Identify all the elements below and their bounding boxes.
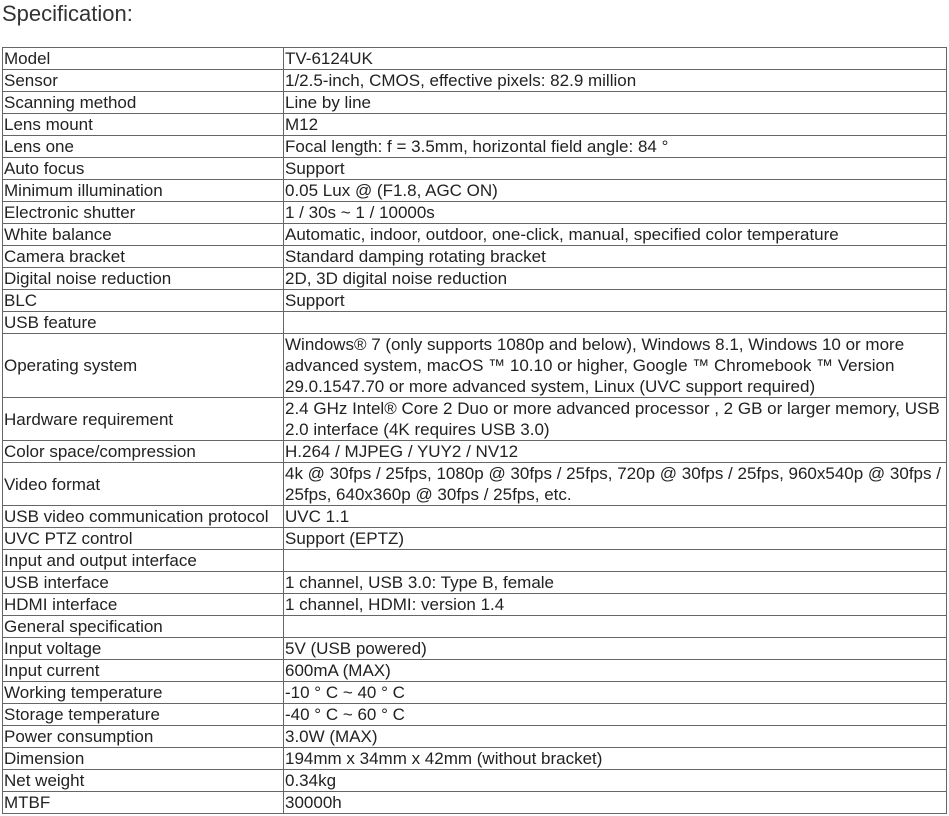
- spec-row: [3, 550, 947, 572]
- spec-value: Support (EPTZ): [284, 528, 947, 550]
- spec-row: [3, 682, 947, 704]
- spec-row: [3, 792, 947, 814]
- spec-row: [3, 334, 947, 398]
- spec-row: [3, 114, 947, 136]
- spec-row: [3, 246, 947, 268]
- spec-label: Electronic shutter: [3, 202, 284, 224]
- spec-value: UVC 1.1: [284, 506, 947, 528]
- spec-value: Line by line: [284, 92, 947, 114]
- spec-label: General specification: [3, 616, 284, 638]
- spec-label: HDMI interface: [3, 594, 284, 616]
- spec-value: 1 channel, USB 3.0: Type B, female: [284, 572, 947, 594]
- spec-label: Color space/compression: [3, 441, 284, 463]
- spec-label: Sensor: [3, 70, 284, 92]
- spec-row: [3, 48, 947, 70]
- spec-value: Windows® 7 (only supports 1080p and below), Windows 8.1, Windows 10 or more advanced system, macOS ™ 10.10 or higher, Google ™ Chromebook ™ Version 29.0.1547.70 or more advanced system, Linux (UVC support required): [284, 334, 947, 398]
- spec-value: [284, 312, 947, 334]
- spec-value: Support: [284, 290, 947, 312]
- spec-label: Power consumption: [3, 726, 284, 748]
- page-title: Specification:: [2, 1, 133, 26]
- spec-value: M12: [284, 114, 947, 136]
- spec-value: 5V (USB powered): [284, 638, 947, 660]
- spec-label: Auto focus: [3, 158, 284, 180]
- spec-label: Dimension: [3, 748, 284, 770]
- spec-label: Scanning method: [3, 92, 284, 114]
- spec-value: 4k @ 30fps / 25fps, 1080p @ 30fps / 25fps, 720p @ 30fps / 25fps, 960x540p @ 30fps / 25fps, 640x360p @ 30fps / 25fps, etc.: [284, 463, 947, 506]
- spec-row: [3, 92, 947, 114]
- spec-label: Input current: [3, 660, 284, 682]
- spec-row: [3, 726, 947, 748]
- spec-row: [3, 398, 947, 441]
- spec-value: H.264 / MJPEG / YUY2 / NV12: [284, 441, 947, 463]
- spec-value: 1 / 30s ~ 1 / 10000s: [284, 202, 947, 224]
- spec-label: Video format: [3, 463, 284, 506]
- spec-value: TV-6124UK: [284, 48, 947, 70]
- spec-row: [3, 463, 947, 506]
- spec-label: USB video communication protocol: [3, 506, 284, 528]
- spec-row: [3, 616, 947, 638]
- spec-value: Automatic, indoor, outdoor, one-click, manual, specified color temperature: [284, 224, 947, 246]
- spec-value: 30000h: [284, 792, 947, 814]
- spec-value: -40 ° C ~ 60 ° C: [284, 704, 947, 726]
- spec-row: [3, 506, 947, 528]
- specification-table: [2, 47, 947, 814]
- spec-row: [3, 158, 947, 180]
- spec-value: 0.05 Lux @ (F1.8, AGC ON): [284, 180, 947, 202]
- spec-label: Net weight: [3, 770, 284, 792]
- spec-label: Digital noise reduction: [3, 268, 284, 290]
- spec-value: Standard damping rotating bracket: [284, 246, 947, 268]
- spec-row: [3, 660, 947, 682]
- spec-value: 3.0W (MAX): [284, 726, 947, 748]
- spec-value: Focal length: f = 3.5mm, horizontal field angle: 84 °: [284, 136, 947, 158]
- spec-row: [3, 202, 947, 224]
- spec-row: [3, 290, 947, 312]
- spec-label: Model: [3, 48, 284, 70]
- specification-table-body: [3, 48, 947, 814]
- spec-label: Minimum illumination: [3, 180, 284, 202]
- spec-label: Operating system: [3, 334, 284, 398]
- spec-label: USB feature: [3, 312, 284, 334]
- spec-value: Support: [284, 158, 947, 180]
- spec-label: MTBF: [3, 792, 284, 814]
- spec-row: [3, 770, 947, 792]
- spec-value: [284, 616, 947, 638]
- spec-value: 2D, 3D digital noise reduction: [284, 268, 947, 290]
- spec-value: 1 channel, HDMI: version 1.4: [284, 594, 947, 616]
- spec-row: [3, 638, 947, 660]
- spec-value: 600mA (MAX): [284, 660, 947, 682]
- spec-row: [3, 180, 947, 202]
- spec-label: Hardware requirement: [3, 398, 284, 441]
- spec-row: [3, 572, 947, 594]
- spec-label: UVC PTZ control: [3, 528, 284, 550]
- spec-value: 2.4 GHz Intel® Core 2 Duo or more advanced processor , 2 GB or larger memory, USB 2.0 interface (4K requires USB 3.0): [284, 398, 947, 441]
- spec-row: [3, 704, 947, 726]
- spec-row: [3, 441, 947, 463]
- spec-value: 1/2.5-inch, CMOS, effective pixels: 82.9 million: [284, 70, 947, 92]
- spec-label: Camera bracket: [3, 246, 284, 268]
- spec-label: White balance: [3, 224, 284, 246]
- spec-row: [3, 70, 947, 92]
- spec-value: 0.34kg: [284, 770, 947, 792]
- spec-value: -10 ° C ~ 40 ° C: [284, 682, 947, 704]
- spec-row: [3, 268, 947, 290]
- spec-row: [3, 748, 947, 770]
- spec-label: Lens one: [3, 136, 284, 158]
- spec-label: BLC: [3, 290, 284, 312]
- spec-label: Storage temperature: [3, 704, 284, 726]
- spec-row: [3, 594, 947, 616]
- spec-label: Input and output interface: [3, 550, 284, 572]
- spec-label: USB interface: [3, 572, 284, 594]
- spec-label: Working temperature: [3, 682, 284, 704]
- spec-row: [3, 224, 947, 246]
- spec-label: Input voltage: [3, 638, 284, 660]
- spec-row: [3, 312, 947, 334]
- spec-row: [3, 528, 947, 550]
- spec-label: Lens mount: [3, 114, 284, 136]
- spec-row: [3, 136, 947, 158]
- spec-value: [284, 550, 947, 572]
- spec-value: 194mm x 34mm x 42mm (without bracket): [284, 748, 947, 770]
